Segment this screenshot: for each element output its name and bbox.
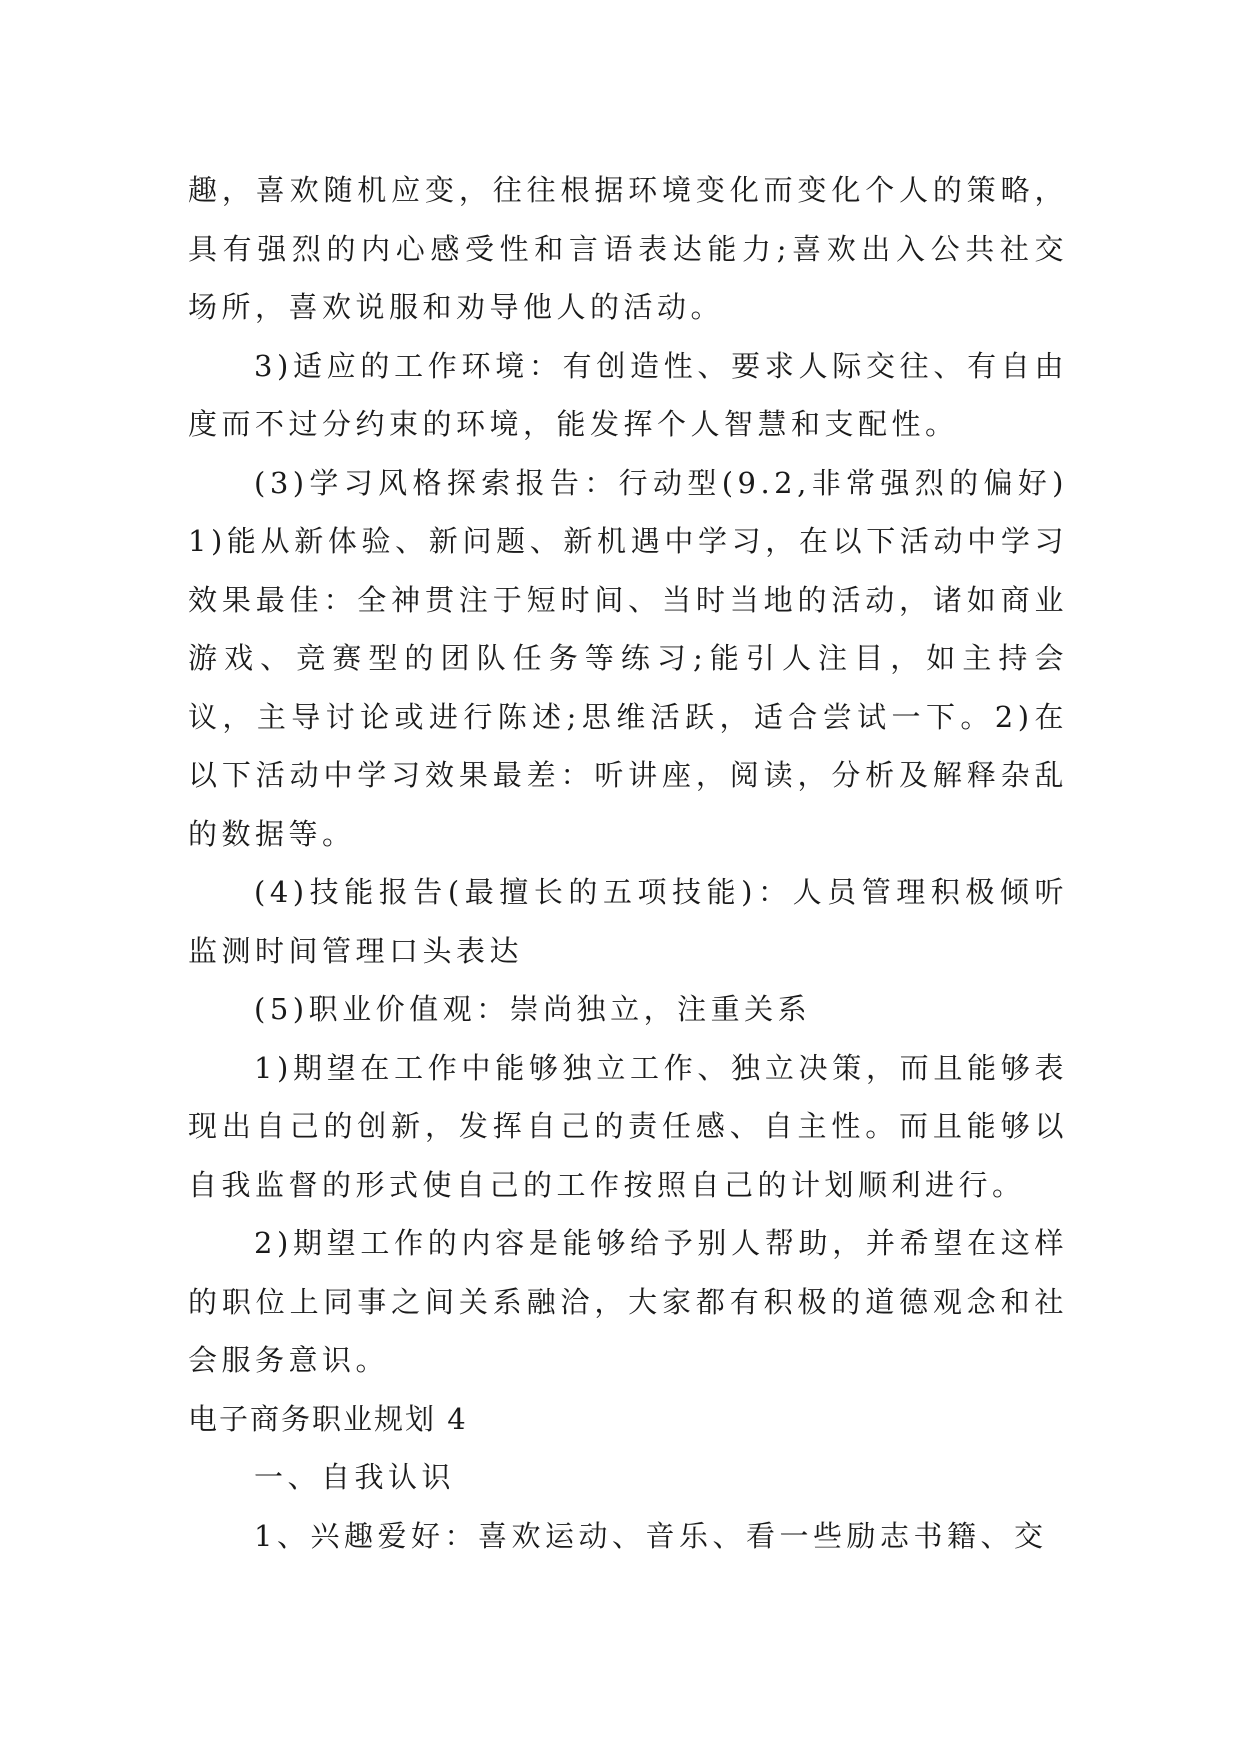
- document-body: [188, 161, 1068, 1565]
- paragraph-value-independence: 1)期望在工作中能够独立工作、独立决策，而且能够表现出自己的创新，发挥自己的责任感、自主性。而且能够以自我监督的形式使自己的工作按照自己的计划顺利进行。: [188, 1050, 1068, 1202]
- paragraph-hobbies: 1、兴趣爱好：喜欢运动、音乐、看一些励志书籍、交: [254, 1518, 1048, 1553]
- paragraph-continuation: 趣，喜欢随机应变，往往根据环境变化而变化个人的策略，具有强烈的内心感受性和言语表达能力;喜欢出入公共社交场所，喜欢说服和劝导他人的活动。: [188, 173, 1068, 324]
- paragraph-career-values: (5)职业价值观：崇尚独立，注重关系: [254, 992, 812, 1026]
- section-heading: 电子商务职业规划 4: [188, 1401, 468, 1436]
- paragraph-value-relationship: 2)期望工作的内容是能够给予别人帮助，并希望在这样的职位上同事之间关系融洽，大家都有积极的道德观念和社会服务意识。: [188, 1226, 1068, 1377]
- paragraph-learning-style: (3)学习风格探索报告：行动型(9.2,非常强烈的偏好) 1)能从新体验、新问题、新机遇中学习，在以下活动中学习效果最佳：全神贯注于短时间、当时当地的活动，诸如商业游戏、竞赛型的团队任务等练习;能引人注目，如主持会议，主导讨论或进行陈述;思维活跃，适合尝试一下。2)在以下活动中学习效果最差：听讲座，阅读，分析及解释杂乱的数据等。: [188, 465, 1068, 851]
- paragraph-skills-report: (4)技能报告(最擅长的五项技能)：人员管理积极倾听监测时间管理口头表达: [188, 875, 1068, 968]
- paragraph-work-environment: 3)适应的工作环境：有创造性、要求人际交往、有自由度而不过分约束的环境，能发挥个人智慧和支配性。: [188, 348, 1068, 441]
- subsection-heading: 一、自我认识: [254, 1460, 456, 1494]
